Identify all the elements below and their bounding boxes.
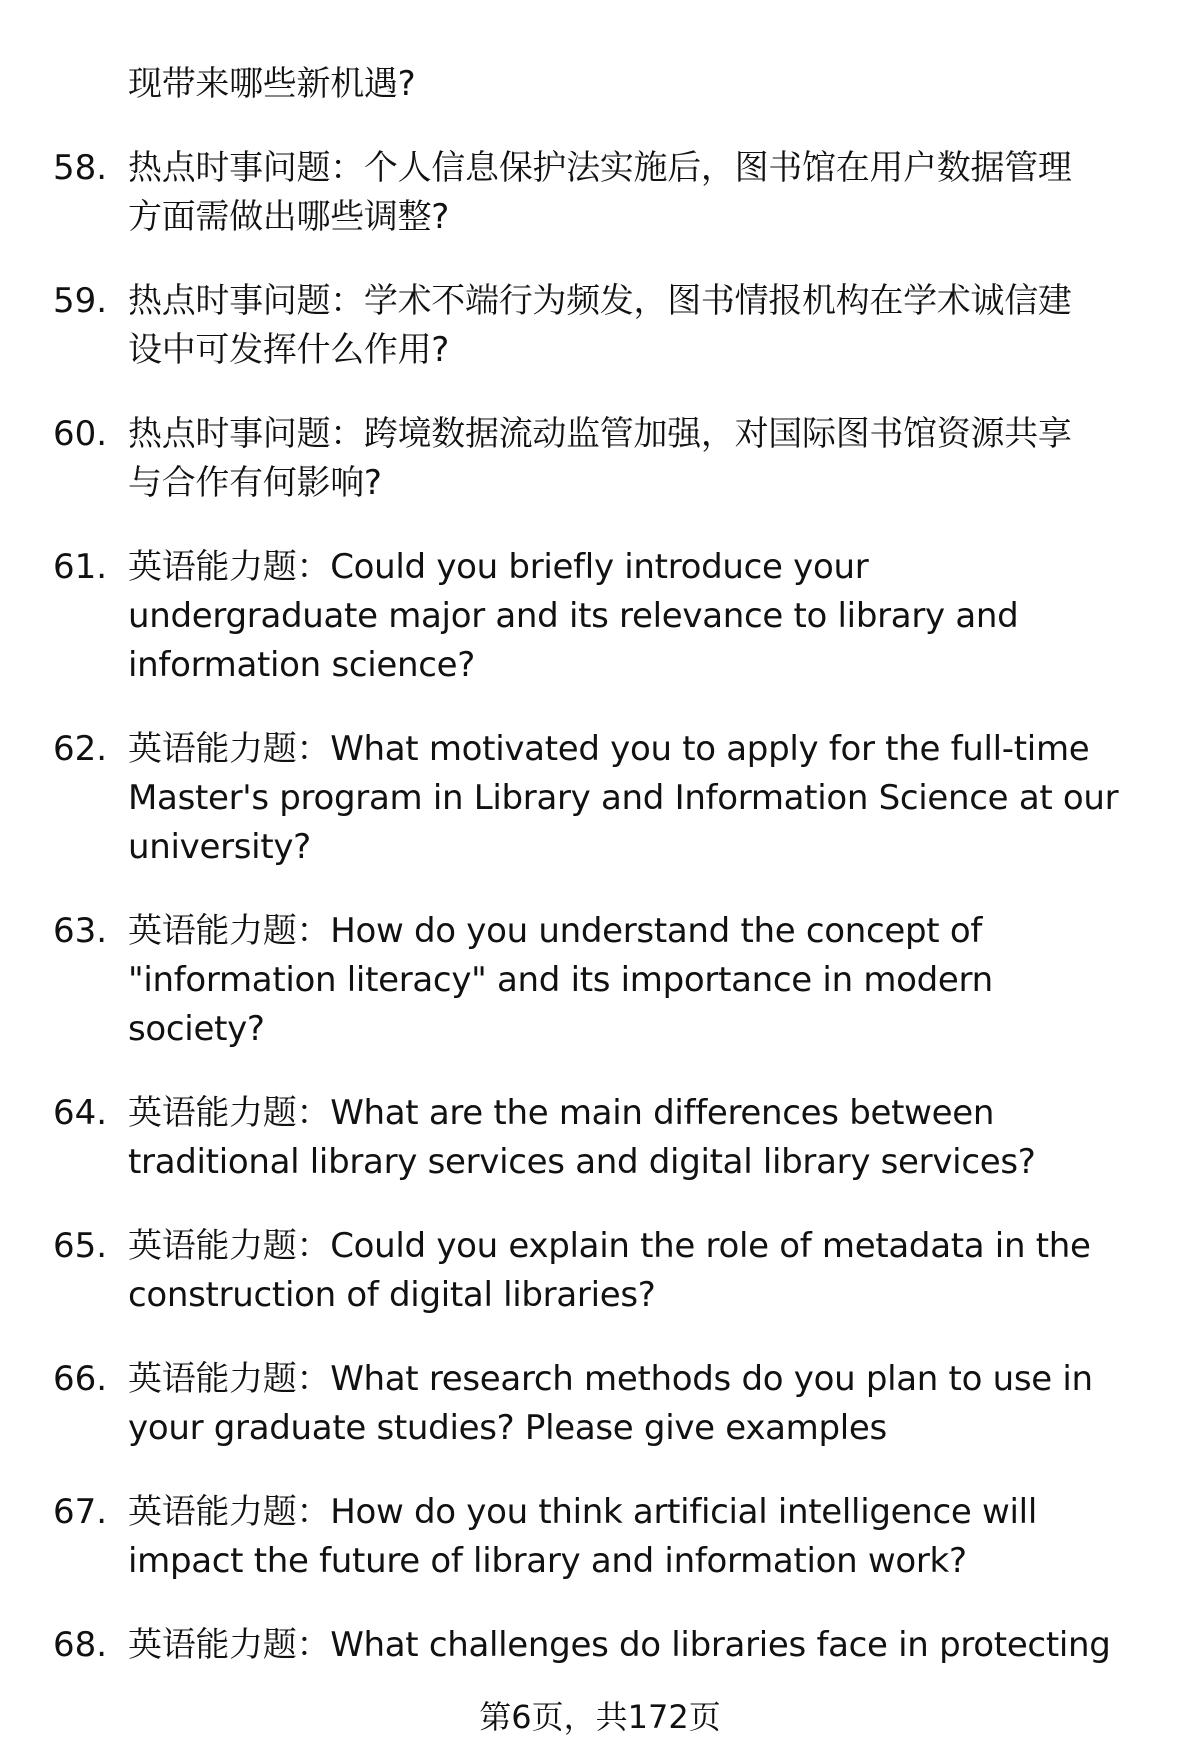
question-item [0,410,1200,508]
question-text-line: 与合作有何影响? [128,463,382,503]
question-text-line: 英语能力题：What are the main differences between [128,1093,995,1133]
question-text-line: 现带来哪些新机遇? [128,64,416,104]
question-text-line: 方面需做出哪些调整? [128,197,450,237]
question-text [128,1621,1188,1670]
question-text [128,1355,1188,1453]
question-number: 63. [53,911,108,951]
question-text [128,410,1188,508]
question-text [128,907,1188,1054]
question-text-line: society? [128,1009,265,1049]
question-text [128,60,1188,109]
question-item [0,60,1200,109]
question-number: 64. [53,1093,108,1133]
question-item [0,725,1200,872]
question-text-line: construction of digital libraries? [128,1275,656,1315]
question-text [128,277,1188,375]
question-text-line: "information literacy" and its importance in modern [128,960,993,1000]
question-item [0,1621,1200,1670]
question-number: 59. [53,281,108,321]
question-text-line: Master's program in Library and Information Science at our [128,778,1119,818]
question-item [0,277,1200,375]
question-number: 65. [53,1226,108,1266]
question-number: 60. [53,414,108,454]
page-number: 第6页，共172页 [479,1698,721,1736]
question-item [0,144,1200,242]
question-text-line: 英语能力题：Could you briefly introduce your [128,547,869,587]
question-item [0,1488,1200,1586]
question-number: 61. [53,547,108,587]
question-text-line: 设中可发挥什么作用? [128,330,450,370]
question-text-line: 英语能力题：How do you understand the concept of [128,911,983,951]
question-number: 67. [53,1492,108,1532]
question-item [0,543,1200,690]
question-text-line: undergraduate major and its relevance to library and [128,596,1019,636]
question-text-line: 热点时事问题：跨境数据流动监管加强，对国际图书馆资源共享 [128,414,1072,454]
question-text [128,144,1188,242]
question-text-line: traditional library services and digital library services? [128,1142,1036,1182]
question-text-line: 英语能力题：How do you think artificial intelligence will [128,1492,1037,1532]
question-text [128,1488,1188,1586]
question-text [128,725,1188,872]
question-item [0,1355,1200,1453]
question-text-line: 热点时事问题：个人信息保护法实施后，图书馆在用户数据管理 [128,148,1072,188]
question-text-line: 英语能力题：What research methods do you plan to use in [128,1359,1093,1399]
question-text-line: 英语能力题：What motivated you to apply for the full-time [128,729,1090,769]
question-number: 58. [53,148,108,188]
question-text-line: information science? [128,645,476,685]
question-text [128,1222,1188,1320]
question-text-line: impact the future of library and information work? [128,1541,967,1581]
question-text-line: university? [128,827,311,867]
question-item [0,907,1200,1054]
question-text-line: 英语能力题：Could you explain the role of metadata in the [128,1226,1091,1266]
question-item [0,1089,1200,1187]
question-text-line: your graduate studies? Please give examples [128,1408,887,1448]
question-item [0,1222,1200,1320]
question-text [128,543,1188,690]
question-number: 68. [53,1625,108,1665]
question-list [0,60,1200,1705]
question-number: 62. [53,729,108,769]
question-text-line: 热点时事问题：学术不端行为频发，图书情报机构在学术诚信建 [128,281,1072,321]
question-number: 66. [53,1359,108,1399]
question-text [128,1089,1188,1187]
question-text-line: 英语能力题：What challenges do libraries face in protecting [128,1625,1111,1665]
